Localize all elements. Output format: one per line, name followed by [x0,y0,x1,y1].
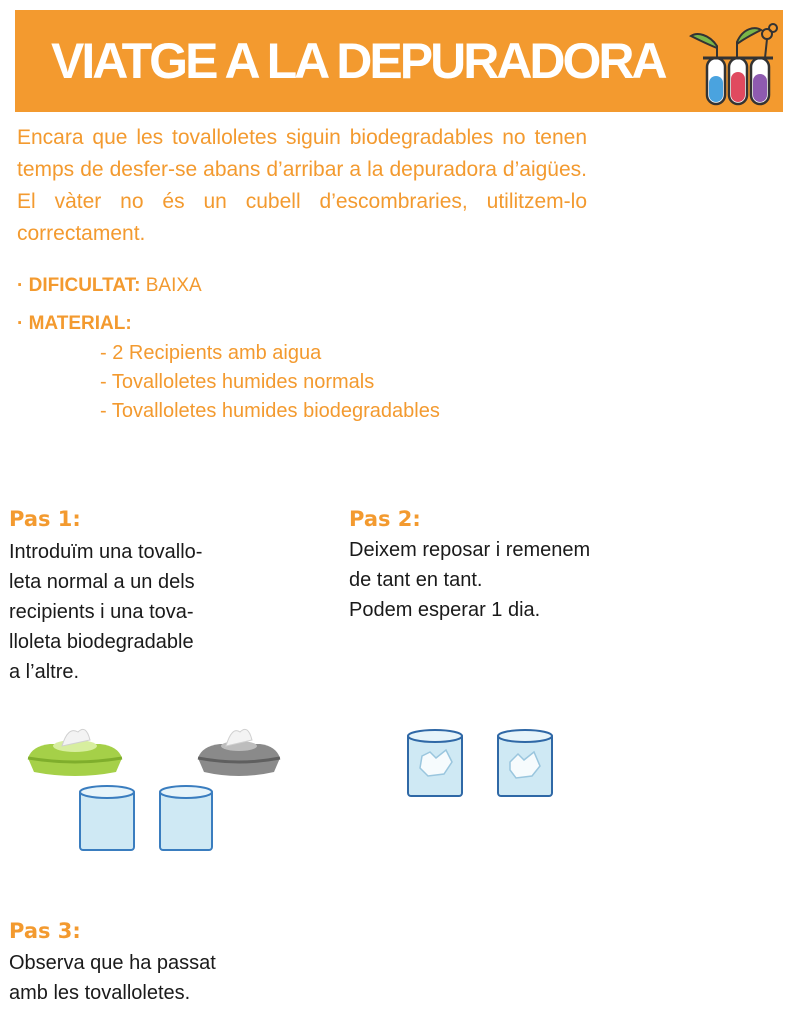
list-item: - Tovalloletes humides biodegradables [100,400,440,422]
test-tubes-icon [687,18,779,108]
step-1-text: Introduïm una tovallo- leta normal a un dels recipients i una tova- lloleta biodegradable a l’altre. [9,541,203,683]
header-banner [15,10,783,112]
difficulty-label: · DIFICULTAT: [17,275,141,296]
list-item: - Tovalloletes humides normals [100,371,375,393]
water-glass-with-wipe-icon [408,730,462,796]
wipes-pack-grey-icon [198,729,280,776]
material-label: · MATERIAL: [17,313,132,334]
material-list [100,339,440,426]
step-1-title: Pas 1: [9,507,81,531]
water-glass-icon [80,786,134,850]
wipes-pack-green-icon [28,729,122,776]
water-glass-icon [160,786,212,850]
step-3-title: Pas 3: [9,919,81,943]
water-glass-with-wipe-icon [498,730,552,796]
step-2-title: Pas 2: [349,507,421,531]
step-2-illustration [400,722,570,802]
difficulty-line [17,273,202,299]
intro-paragraph: Encara que les tovalloletes siguin biodegradables no tenen temps de desfer-se abans d’arribar a la depuradora d’aigües. El vàter no és un cubell d’escombraries, utilitzem-lo correctament. [17,126,587,245]
step-3-text: Observa que ha passat amb les tovalloletes. [9,952,216,1004]
list-item: - 2 Recipients amb aigua [100,342,322,364]
difficulty-value: BAIXA [145,275,202,296]
page-title: VIATGE A LA DEPURADORA [51,33,665,89]
step-2-text: Deixem reposar i remenem de tant en tant. Podem esperar 1 dia. [349,539,591,621]
step-1-illustration [20,718,290,858]
